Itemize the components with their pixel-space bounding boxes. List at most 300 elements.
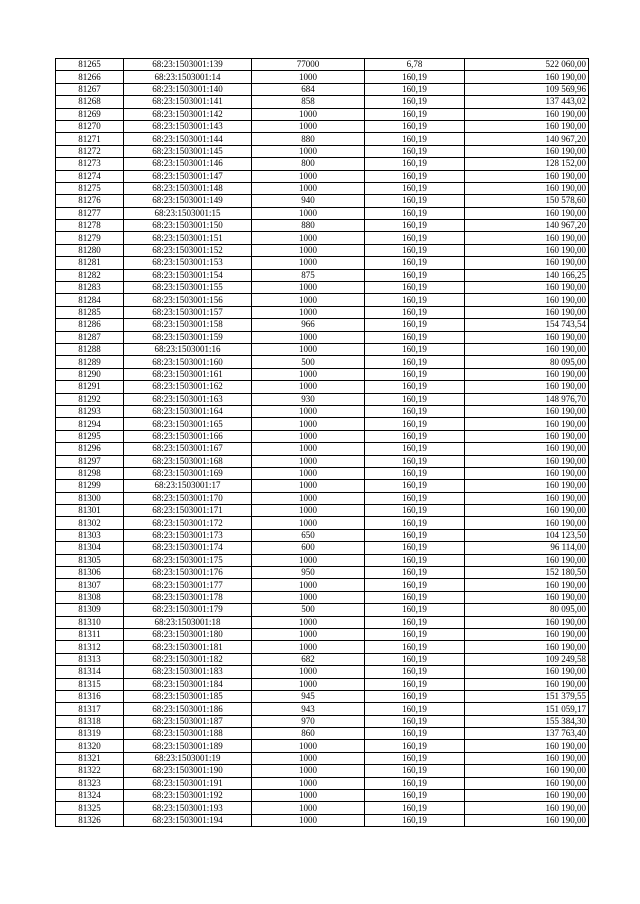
value-cell: 160 190,00 [465, 591, 589, 603]
rate-cell: 160,19 [365, 133, 465, 145]
area-cell: 1000 [252, 430, 365, 442]
table-row [56, 207, 589, 219]
area-cell: 1000 [252, 765, 365, 777]
area-cell: 943 [252, 703, 365, 715]
value-cell: 140 967,20 [465, 133, 589, 145]
value-cell: 160 190,00 [465, 579, 589, 591]
rate-cell: 160,19 [365, 765, 465, 777]
value-cell: 160 190,00 [465, 405, 589, 417]
area-cell: 1000 [252, 492, 365, 504]
table-row [56, 405, 589, 417]
table-row [56, 244, 589, 256]
cadastral-number-cell: 68:23:1503001:153 [124, 257, 252, 269]
row-number-cell: 81306 [56, 567, 124, 579]
area-cell: 1000 [252, 368, 365, 380]
rate-cell: 160,19 [365, 777, 465, 789]
area-cell: 1000 [252, 467, 365, 479]
row-number-cell: 81323 [56, 777, 124, 789]
rate-cell: 6,78 [365, 59, 465, 71]
cadastral-number-cell: 68:23:1503001:162 [124, 381, 252, 393]
cadastral-number-cell: 68:23:1503001:182 [124, 653, 252, 665]
cadastral-number-cell: 68:23:1503001:15 [124, 207, 252, 219]
rate-cell: 160,19 [365, 703, 465, 715]
area-cell: 1000 [252, 554, 365, 566]
value-cell: 109 249,58 [465, 653, 589, 665]
value-cell: 160 190,00 [465, 777, 589, 789]
table-row [56, 294, 589, 306]
value-cell: 160 190,00 [465, 641, 589, 653]
row-number-cell: 81303 [56, 529, 124, 541]
row-number-cell: 81315 [56, 678, 124, 690]
value-cell: 160 190,00 [465, 455, 589, 467]
cadastral-number-cell: 68:23:1503001:146 [124, 158, 252, 170]
rate-cell: 160,19 [365, 740, 465, 752]
value-cell: 160 190,00 [465, 765, 589, 777]
cadastral-number-cell: 68:23:1503001:174 [124, 542, 252, 554]
area-cell: 1000 [252, 170, 365, 182]
table-row [56, 59, 589, 71]
value-cell: 160 190,00 [465, 666, 589, 678]
row-number-cell: 81267 [56, 83, 124, 95]
cadastral-number-cell: 68:23:1503001:191 [124, 777, 252, 789]
area-cell: 1000 [252, 802, 365, 814]
value-cell: 160 190,00 [465, 790, 589, 802]
rate-cell: 160,19 [365, 120, 465, 132]
rate-cell: 160,19 [365, 331, 465, 343]
table-row [56, 740, 589, 752]
area-cell: 1000 [252, 641, 365, 653]
table-row [56, 120, 589, 132]
table-row [56, 579, 589, 591]
row-number-cell: 81307 [56, 579, 124, 591]
table-row [56, 666, 589, 678]
table-row [56, 282, 589, 294]
area-cell: 1000 [252, 282, 365, 294]
cadastral-number-cell: 68:23:1503001:173 [124, 529, 252, 541]
area-cell: 1000 [252, 443, 365, 455]
cadastral-number-cell: 68:23:1503001:139 [124, 59, 252, 71]
rate-cell: 160,19 [365, 467, 465, 479]
cadastral-number-cell: 68:23:1503001:145 [124, 145, 252, 157]
table-row [56, 653, 589, 665]
cadastral-number-cell: 68:23:1503001:163 [124, 393, 252, 405]
row-number-cell: 81278 [56, 220, 124, 232]
table-row [56, 96, 589, 108]
cadastral-number-cell: 68:23:1503001:142 [124, 108, 252, 120]
table-row [56, 567, 589, 579]
cadastral-number-cell: 68:23:1503001:184 [124, 678, 252, 690]
row-number-cell: 81299 [56, 480, 124, 492]
value-cell: 128 152,00 [465, 158, 589, 170]
rate-cell: 160,19 [365, 641, 465, 653]
rate-cell: 160,19 [365, 554, 465, 566]
rate-cell: 160,19 [365, 443, 465, 455]
area-cell: 1000 [252, 207, 365, 219]
rate-cell: 160,19 [365, 282, 465, 294]
area-cell: 970 [252, 715, 365, 727]
value-cell: 160 190,00 [465, 492, 589, 504]
table-row [56, 517, 589, 529]
rate-cell: 160,19 [365, 244, 465, 256]
rate-cell: 160,19 [365, 368, 465, 380]
cadastral-number-cell: 68:23:1503001:152 [124, 244, 252, 256]
rate-cell: 160,19 [365, 802, 465, 814]
area-cell: 858 [252, 96, 365, 108]
row-number-cell: 81292 [56, 393, 124, 405]
cadastral-number-cell: 68:23:1503001:156 [124, 294, 252, 306]
value-cell: 160 190,00 [465, 628, 589, 640]
area-cell: 1000 [252, 752, 365, 764]
value-cell: 160 190,00 [465, 331, 589, 343]
value-cell: 160 190,00 [465, 306, 589, 318]
row-number-cell: 81320 [56, 740, 124, 752]
table-row [56, 269, 589, 281]
value-cell: 160 190,00 [465, 343, 589, 355]
row-number-cell: 81309 [56, 604, 124, 616]
rate-cell: 160,19 [365, 108, 465, 120]
table-row [56, 430, 589, 442]
table-row [56, 319, 589, 331]
area-cell: 682 [252, 653, 365, 665]
rate-cell: 160,19 [365, 306, 465, 318]
cadastral-number-cell: 68:23:1503001:149 [124, 195, 252, 207]
row-number-cell: 81326 [56, 814, 124, 826]
rate-cell: 160,19 [365, 319, 465, 331]
value-cell: 160 190,00 [465, 678, 589, 690]
rate-cell: 160,19 [365, 529, 465, 541]
area-cell: 1000 [252, 405, 365, 417]
table-body [56, 59, 589, 827]
rate-cell: 160,19 [365, 294, 465, 306]
value-cell: 80 095,00 [465, 604, 589, 616]
value-cell: 160 190,00 [465, 467, 589, 479]
area-cell: 1000 [252, 418, 365, 430]
area-cell: 1000 [252, 517, 365, 529]
cadastral-number-cell: 68:23:1503001:181 [124, 641, 252, 653]
row-number-cell: 81276 [56, 195, 124, 207]
value-cell: 160 190,00 [465, 182, 589, 194]
row-number-cell: 81290 [56, 368, 124, 380]
area-cell: 1000 [252, 678, 365, 690]
table-row [56, 368, 589, 380]
cadastral-number-cell: 68:23:1503001:188 [124, 728, 252, 740]
table-row [56, 690, 589, 702]
area-cell: 930 [252, 393, 365, 405]
row-number-cell: 81275 [56, 182, 124, 194]
area-cell: 500 [252, 356, 365, 368]
row-number-cell: 81289 [56, 356, 124, 368]
rate-cell: 160,19 [365, 257, 465, 269]
cadastral-number-cell: 68:23:1503001:175 [124, 554, 252, 566]
rate-cell: 160,19 [365, 604, 465, 616]
value-cell: 160 190,00 [465, 554, 589, 566]
row-number-cell: 81265 [56, 59, 124, 71]
table-row [56, 232, 589, 244]
rate-cell: 160,19 [365, 505, 465, 517]
cadastral-number-cell: 68:23:1503001:192 [124, 790, 252, 802]
row-number-cell: 81314 [56, 666, 124, 678]
row-number-cell: 81301 [56, 505, 124, 517]
table-row [56, 83, 589, 95]
area-cell: 1000 [252, 71, 365, 83]
cadastral-number-cell: 68:23:1503001:186 [124, 703, 252, 715]
rate-cell: 160,19 [365, 220, 465, 232]
rate-cell: 160,19 [365, 71, 465, 83]
cadastral-number-cell: 68:23:1503001:141 [124, 96, 252, 108]
row-number-cell: 81294 [56, 418, 124, 430]
table-row [56, 641, 589, 653]
value-cell: 160 190,00 [465, 381, 589, 393]
area-cell: 940 [252, 195, 365, 207]
cadastral-number-cell: 68:23:1503001:161 [124, 368, 252, 380]
value-cell: 160 190,00 [465, 517, 589, 529]
value-cell: 160 190,00 [465, 505, 589, 517]
value-cell: 160 190,00 [465, 752, 589, 764]
row-number-cell: 81297 [56, 455, 124, 467]
row-number-cell: 81324 [56, 790, 124, 802]
rate-cell: 160,19 [365, 393, 465, 405]
area-cell: 1000 [252, 306, 365, 318]
area-cell: 650 [252, 529, 365, 541]
row-number-cell: 81317 [56, 703, 124, 715]
rate-cell: 160,19 [365, 182, 465, 194]
row-number-cell: 81304 [56, 542, 124, 554]
rate-cell: 160,19 [365, 591, 465, 603]
table-row [56, 467, 589, 479]
area-cell: 1000 [252, 145, 365, 157]
value-cell: 160 190,00 [465, 71, 589, 83]
area-cell: 1000 [252, 331, 365, 343]
cadastral-number-cell: 68:23:1503001:18 [124, 616, 252, 628]
row-number-cell: 81270 [56, 120, 124, 132]
value-cell: 80 095,00 [465, 356, 589, 368]
area-cell: 500 [252, 604, 365, 616]
value-cell: 160 190,00 [465, 244, 589, 256]
cadastral-number-cell: 68:23:1503001:187 [124, 715, 252, 727]
area-cell: 1000 [252, 740, 365, 752]
rate-cell: 160,19 [365, 96, 465, 108]
value-cell: 148 976,70 [465, 393, 589, 405]
area-cell: 1000 [252, 455, 365, 467]
cadastral-number-cell: 68:23:1503001:140 [124, 83, 252, 95]
table-row [56, 715, 589, 727]
cadastral-number-cell: 68:23:1503001:151 [124, 232, 252, 244]
rate-cell: 160,19 [365, 195, 465, 207]
row-number-cell: 81280 [56, 244, 124, 256]
table-row [56, 554, 589, 566]
row-number-cell: 81287 [56, 331, 124, 343]
value-cell: 160 190,00 [465, 418, 589, 430]
value-cell: 160 190,00 [465, 232, 589, 244]
table-row [56, 158, 589, 170]
row-number-cell: 81274 [56, 170, 124, 182]
row-number-cell: 81282 [56, 269, 124, 281]
row-number-cell: 81305 [56, 554, 124, 566]
area-cell: 1000 [252, 257, 365, 269]
value-cell: 160 190,00 [465, 207, 589, 219]
row-number-cell: 81268 [56, 96, 124, 108]
value-cell: 109 569,96 [465, 83, 589, 95]
row-number-cell: 81281 [56, 257, 124, 269]
row-number-cell: 81286 [56, 319, 124, 331]
row-number-cell: 81322 [56, 765, 124, 777]
rate-cell: 160,19 [365, 207, 465, 219]
area-cell: 1000 [252, 120, 365, 132]
cadastral-number-cell: 68:23:1503001:178 [124, 591, 252, 603]
cadastral-number-cell: 68:23:1503001:166 [124, 430, 252, 442]
table-row [56, 343, 589, 355]
table-row [56, 170, 589, 182]
value-cell: 104 123,50 [465, 529, 589, 541]
row-number-cell: 81279 [56, 232, 124, 244]
value-cell: 151 059,17 [465, 703, 589, 715]
area-cell: 800 [252, 158, 365, 170]
row-number-cell: 81288 [56, 343, 124, 355]
table-row [56, 752, 589, 764]
rate-cell: 160,19 [365, 728, 465, 740]
value-cell: 160 190,00 [465, 443, 589, 455]
table-row [56, 381, 589, 393]
area-cell: 1000 [252, 232, 365, 244]
cadastral-number-cell: 68:23:1503001:17 [124, 480, 252, 492]
table-row [56, 195, 589, 207]
table-row [56, 542, 589, 554]
row-number-cell: 81285 [56, 306, 124, 318]
area-cell: 880 [252, 133, 365, 145]
row-number-cell: 81311 [56, 628, 124, 640]
value-cell: 160 190,00 [465, 145, 589, 157]
cadastral-number-cell: 68:23:1503001:158 [124, 319, 252, 331]
table-row [56, 616, 589, 628]
rate-cell: 160,19 [365, 790, 465, 802]
row-number-cell: 81308 [56, 591, 124, 603]
rate-cell: 160,19 [365, 381, 465, 393]
area-cell: 1000 [252, 381, 365, 393]
table-row [56, 703, 589, 715]
rate-cell: 160,19 [365, 158, 465, 170]
value-cell: 140 967,20 [465, 220, 589, 232]
value-cell: 160 190,00 [465, 480, 589, 492]
table-row [56, 257, 589, 269]
row-number-cell: 81283 [56, 282, 124, 294]
table-row [56, 604, 589, 616]
cadastral-number-cell: 68:23:1503001:176 [124, 567, 252, 579]
rate-cell: 160,19 [365, 269, 465, 281]
cadastral-number-cell: 68:23:1503001:165 [124, 418, 252, 430]
area-cell: 1000 [252, 505, 365, 517]
table-row [56, 790, 589, 802]
value-cell: 151 379,55 [465, 690, 589, 702]
table-row [56, 814, 589, 826]
table-row [56, 765, 589, 777]
row-number-cell: 81273 [56, 158, 124, 170]
area-cell: 875 [252, 269, 365, 281]
area-cell: 684 [252, 83, 365, 95]
area-cell: 1000 [252, 244, 365, 256]
rate-cell: 160,19 [365, 517, 465, 529]
cadastral-number-cell: 68:23:1503001:172 [124, 517, 252, 529]
cadastral-number-cell: 68:23:1503001:183 [124, 666, 252, 678]
row-number-cell: 81318 [56, 715, 124, 727]
cadastral-number-cell: 68:23:1503001:157 [124, 306, 252, 318]
value-cell: 155 384,30 [465, 715, 589, 727]
rate-cell: 160,19 [365, 232, 465, 244]
table-row [56, 71, 589, 83]
row-number-cell: 81266 [56, 71, 124, 83]
area-cell: 1000 [252, 777, 365, 789]
row-number-cell: 81271 [56, 133, 124, 145]
table-row [56, 108, 589, 120]
rate-cell: 160,19 [365, 690, 465, 702]
area-cell: 880 [252, 220, 365, 232]
area-cell: 950 [252, 567, 365, 579]
area-cell: 600 [252, 542, 365, 554]
cadastral-number-cell: 68:23:1503001:177 [124, 579, 252, 591]
cadastral-number-cell: 68:23:1503001:167 [124, 443, 252, 455]
cadastral-number-cell: 68:23:1503001:147 [124, 170, 252, 182]
row-number-cell: 81284 [56, 294, 124, 306]
value-cell: 140 166,25 [465, 269, 589, 281]
rate-cell: 160,19 [365, 715, 465, 727]
row-number-cell: 81321 [56, 752, 124, 764]
table-row [56, 356, 589, 368]
table-row [56, 306, 589, 318]
rate-cell: 160,19 [365, 405, 465, 417]
cadastral-number-cell: 68:23:1503001:150 [124, 220, 252, 232]
area-cell: 1000 [252, 343, 365, 355]
table-row [56, 678, 589, 690]
rate-cell: 160,19 [365, 455, 465, 467]
cadastral-number-cell: 68:23:1503001:194 [124, 814, 252, 826]
rate-cell: 160,19 [365, 356, 465, 368]
cadastral-number-cell: 68:23:1503001:160 [124, 356, 252, 368]
rate-cell: 160,19 [365, 579, 465, 591]
cadastral-number-cell: 68:23:1503001:154 [124, 269, 252, 281]
rate-cell: 160,19 [365, 430, 465, 442]
area-cell: 77000 [252, 59, 365, 71]
cadastral-number-cell: 68:23:1503001:148 [124, 182, 252, 194]
cadastral-number-cell: 68:23:1503001:179 [124, 604, 252, 616]
cadastral-number-cell: 68:23:1503001:193 [124, 802, 252, 814]
row-number-cell: 81298 [56, 467, 124, 479]
value-cell: 160 190,00 [465, 802, 589, 814]
area-cell: 1000 [252, 294, 365, 306]
area-cell: 966 [252, 319, 365, 331]
row-number-cell: 81269 [56, 108, 124, 120]
value-cell: 160 190,00 [465, 294, 589, 306]
table-row [56, 145, 589, 157]
area-cell: 1000 [252, 108, 365, 120]
value-cell: 160 190,00 [465, 108, 589, 120]
area-cell: 1000 [252, 616, 365, 628]
table-row [56, 393, 589, 405]
table-row [56, 529, 589, 541]
row-number-cell: 81295 [56, 430, 124, 442]
rate-cell: 160,19 [365, 492, 465, 504]
value-cell: 160 190,00 [465, 282, 589, 294]
rate-cell: 160,19 [365, 628, 465, 640]
rate-cell: 160,19 [365, 567, 465, 579]
cadastral-number-cell: 68:23:1503001:144 [124, 133, 252, 145]
rate-cell: 160,19 [365, 418, 465, 430]
row-number-cell: 81272 [56, 145, 124, 157]
table-row [56, 331, 589, 343]
area-cell: 1000 [252, 666, 365, 678]
rate-cell: 160,19 [365, 83, 465, 95]
rate-cell: 160,19 [365, 814, 465, 826]
row-number-cell: 81302 [56, 517, 124, 529]
rate-cell: 160,19 [365, 666, 465, 678]
